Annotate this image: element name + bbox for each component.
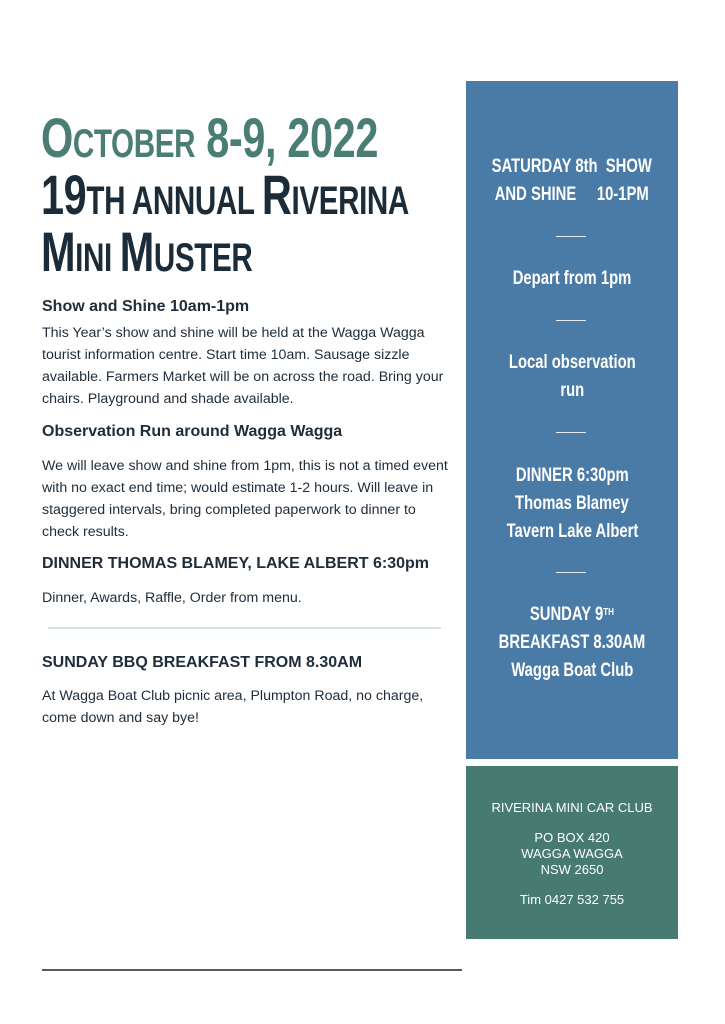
schedule-item-line: DINNER 6:30pm <box>515 465 629 486</box>
schedule-item-line: Thomas Blamey <box>515 493 629 514</box>
schedule-item-sunday <box>466 601 678 685</box>
schedule-item-line: BREAKFAST 8.30AM <box>498 632 646 653</box>
schedule-item-observation-run <box>466 349 678 405</box>
title-edition-suffix: TH ANNUAL <box>86 179 262 223</box>
section-text-line: available. Farmers Market will be on across the road. Bring your <box>42 369 444 385</box>
title-date-line <box>41 106 379 169</box>
title-annual-line <box>41 163 409 226</box>
title-date-month: CTOBER <box>72 122 196 166</box>
section-text-line: check results. <box>42 524 129 540</box>
schedule-separator <box>556 320 586 321</box>
title-muster-rest: USTER <box>153 236 253 280</box>
schedule-item-line: Tavern Lake Albert <box>506 521 638 542</box>
title-mini-initial: M <box>41 220 76 283</box>
schedule-item-line: Depart from 1pm <box>512 268 632 289</box>
title-riverina-initial: R <box>261 163 292 226</box>
section-heading-dinner: DINNER THOMAS BLAMEY, LAKE ALBERT 6:30pm <box>42 555 429 572</box>
schedule-item-line: Local observation <box>508 352 636 373</box>
section-text-line: We will leave show and shine from 1pm, this is not a timed event <box>42 458 448 474</box>
address-line: NSW 2650 <box>540 862 604 877</box>
section-divider <box>48 627 441 629</box>
title-mini-rest: INI <box>75 236 120 280</box>
schedule-sidebar <box>466 81 678 759</box>
contact-phone: Tim 0427 532 755 <box>519 892 625 907</box>
address-line: PO BOX 420 <box>534 830 610 845</box>
section-text-line: come down and say bye! <box>42 710 199 726</box>
schedule-item-line: SATURDAY 8th SHOW <box>491 156 653 177</box>
section-text-line: tourist information centre. Start time 10am. Sausage sizzle <box>42 347 410 363</box>
contact-panel <box>466 766 678 939</box>
address-line: WAGGA WAGGA <box>521 846 623 861</box>
title-date-days: 8-9, 2022 <box>195 106 379 169</box>
schedule-item-line: SUNDAY 9 <box>529 604 604 625</box>
bottom-rule <box>42 969 462 971</box>
schedule-item-depart <box>466 265 678 293</box>
section-text-line: Dinner, Awards, Raffle, Order from menu. <box>42 590 302 606</box>
section-text-line: At Wagga Boat Club picnic area, Plumpton Road, no charge, <box>42 688 424 704</box>
schedule-separator <box>556 572 586 573</box>
title-date-initial: O <box>41 106 73 169</box>
section-text-line: staggered intervals, bring completed paperwork to dinner to <box>42 502 416 518</box>
schedule-item-line: Wagga Boat Club <box>510 660 634 681</box>
ordinal-suffix: TH <box>603 607 615 618</box>
schedule-item-saturday <box>466 153 678 209</box>
section-text-line: with no exact end time; would estimate 1-2 hours. Will leave in <box>42 480 434 496</box>
schedule-item-line: AND SHINE 10-1PM <box>494 184 650 205</box>
section-text-line: This Year’s show and shine will be held at the Wagga Wagga <box>42 325 425 341</box>
club-name: RIVERINA MINI CAR CLUB <box>491 800 653 815</box>
section-heading-observation-run: Observation Run around Wagga Wagga <box>42 423 343 440</box>
schedule-item-line: run <box>560 380 584 401</box>
title-muster-initial: M <box>119 220 154 283</box>
schedule-item-dinner <box>466 462 678 546</box>
section-text-line: chairs. Playground and shade available. <box>42 391 294 407</box>
section-heading-show-and-shine: Show and Shine 10am-1pm <box>42 298 250 315</box>
title-riverina-rest: IVERINA <box>291 179 409 223</box>
schedule-separator <box>556 236 586 237</box>
schedule-separator <box>556 432 586 433</box>
title-edition-number: 19 <box>41 163 87 226</box>
title-muster-line <box>41 220 253 283</box>
section-heading-sunday-breakfast: SUNDAY BBQ BREAKFAST FROM 8.30AM <box>42 654 363 671</box>
